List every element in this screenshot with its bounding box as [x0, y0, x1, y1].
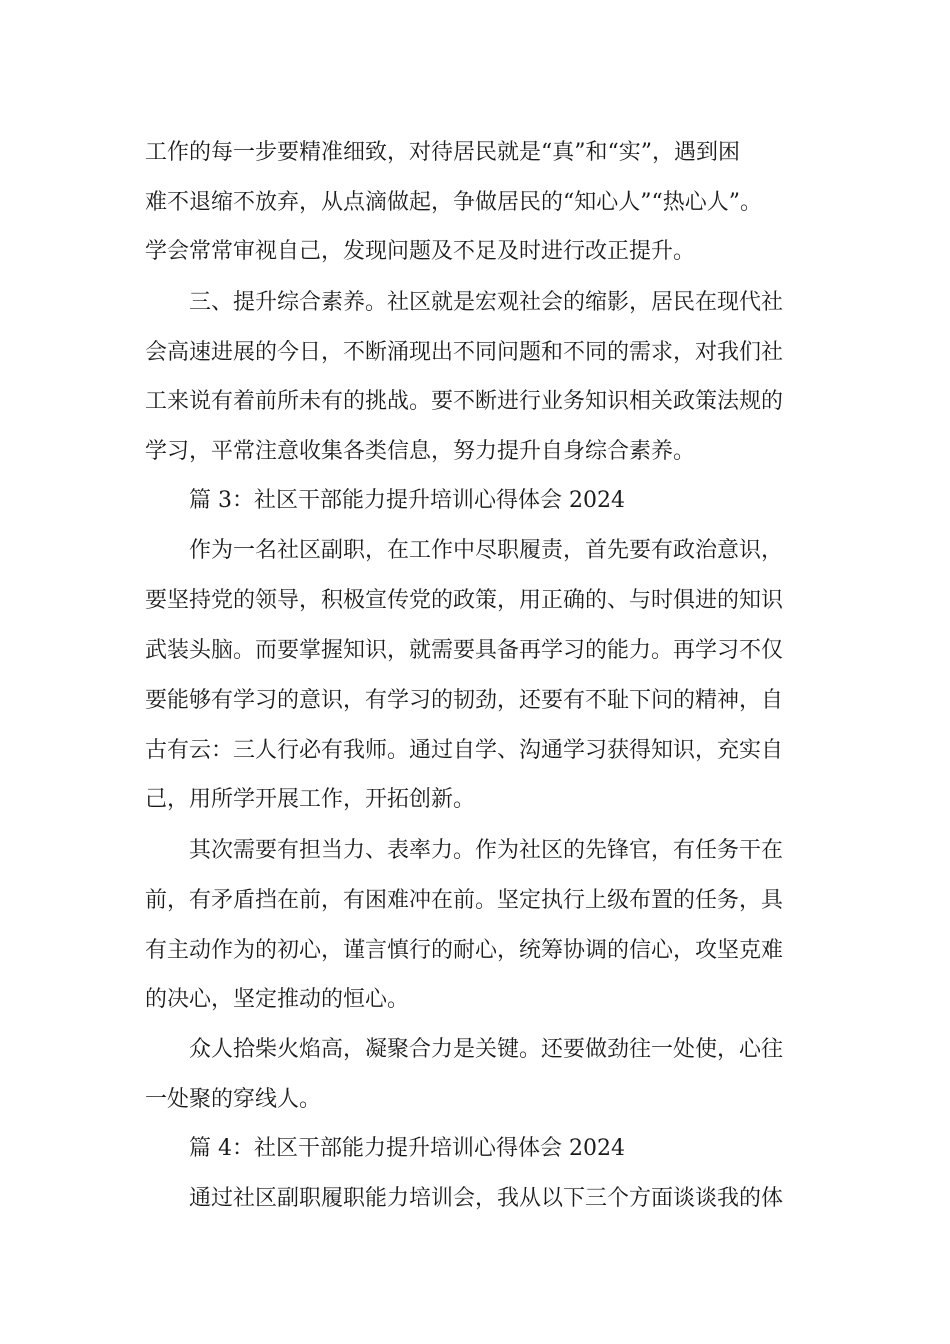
- text-line: 要坚持党的领导，积极宣传党的政策，用正确的、与时俱进的知识: [145, 588, 784, 613]
- text-line: 学习，平常注意收集各类信息，努力提升自身综合素养。: [145, 439, 696, 464]
- text-line: 学会常常审视自己，发现问题及不足及时进行改正提升。: [145, 239, 696, 264]
- text-line: 会高速进展的今日，不断涌现出不同问题和不同的需求，对我们社: [145, 340, 784, 365]
- text-line: 一处聚的穿线人。: [145, 1087, 322, 1112]
- section-heading: 篇 3：社区干部能力提升培训心得体会 2024: [189, 488, 625, 513]
- text-line: 前，有矛盾挡在前，有困难冲在前。坚定执行上级布置的任务，具: [145, 888, 784, 913]
- text-line: 工作的每一步要精准细致，对待居民就是“真”和“实”，遇到困: [145, 140, 740, 165]
- paragraph-start-line: 通过社区副职履职能力培训会，我从以下三个方面谈谈我的体: [189, 1186, 784, 1211]
- text-line: 己，用所学开展工作，开拓创新。: [145, 787, 476, 812]
- text-line: 有主动作为的初心，谨言慎行的耐心，统筹协调的信心，攻坚克难: [145, 938, 784, 963]
- text-line: 武装头脑。而要掌握知识，就需要具备再学习的能力。再学习不仅: [145, 638, 784, 663]
- paragraph-start-line: 作为一名社区副职，在工作中尽职履责，首先要有政治意识，: [189, 538, 784, 563]
- text-line: 工来说有着前所未有的挑战。要不断进行业务知识相关政策法规的: [145, 389, 784, 414]
- paragraph-start-line: 三、提升综合素养。社区就是宏观社会的缩影，居民在现代社: [189, 290, 784, 315]
- section-heading: 篇 4：社区干部能力提升培训心得体会 2024: [189, 1136, 625, 1161]
- text-line: 的决心，坚定推动的恒心。: [145, 987, 410, 1012]
- text-line: 要能够有学习的意识，有学习的韧劲，还要有不耻下问的精神，自: [145, 688, 784, 713]
- paragraph-start-line: 众人拾柴火焰高，凝聚合力是关键。还要做劲往一处使，心往: [189, 1037, 784, 1062]
- text-line: 古有云：三人行必有我师。通过自学、沟通学习获得知识，充实自: [145, 738, 784, 763]
- text-line: 难不退缩不放弃，从点滴做起，争做居民的“知心人”“热心人”。: [145, 190, 762, 215]
- paragraph-start-line: 其次需要有担当力、表率力。作为社区的先锋官，有任务干在: [189, 838, 784, 863]
